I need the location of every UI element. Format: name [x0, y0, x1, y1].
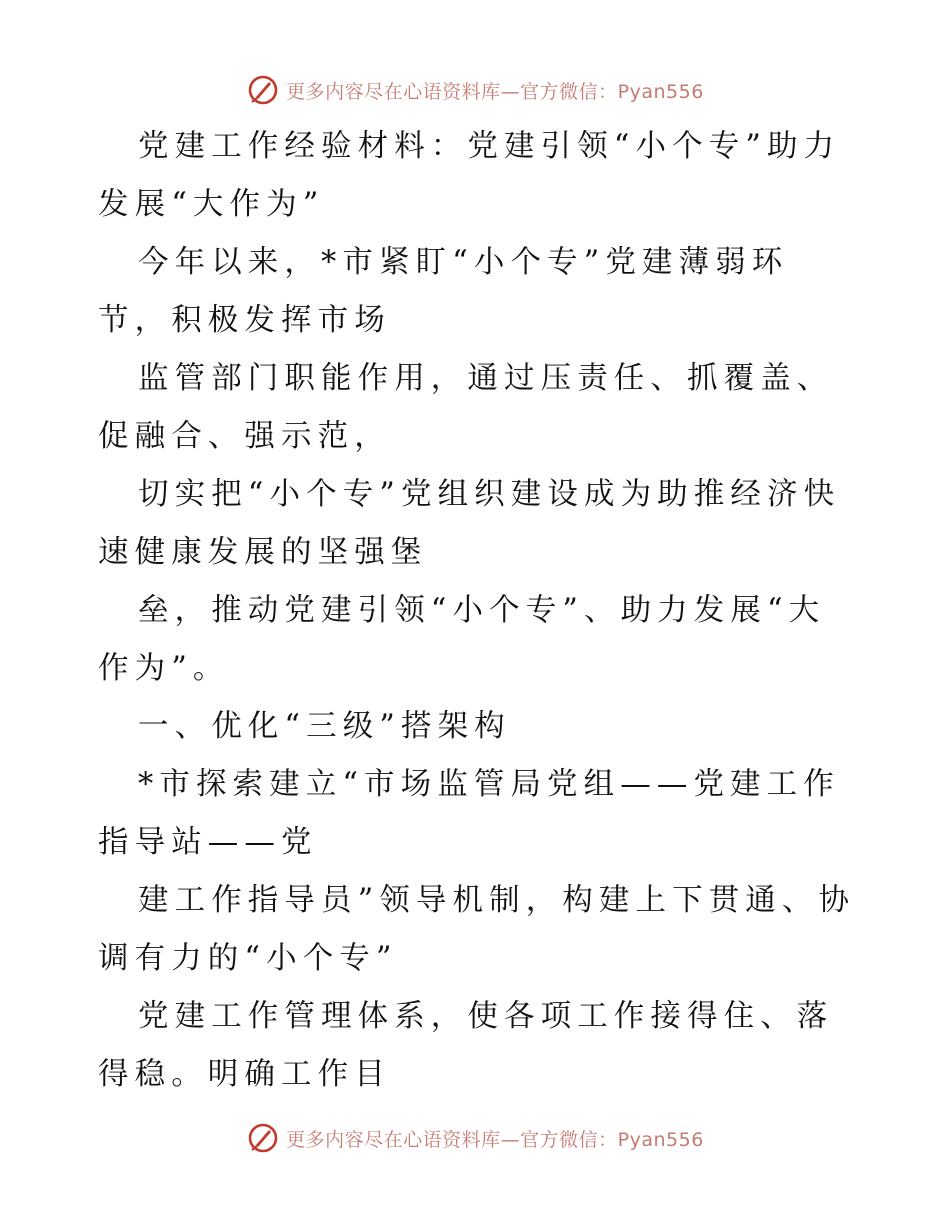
paragraph: *市探索建立“市场监管局党组——党建工作指导站——党 [98, 767, 840, 860]
watermark-text: 更多内容尽在心语资料库—官方微信：Pyan556 [286, 80, 704, 103]
paragraph: 今年以来，*市紧盯“小个专”党建薄弱环节，积极发挥市场 [98, 245, 789, 338]
paragraph: 垒，推动党建引领“小个专”、助力发展“大作为”。 [98, 593, 826, 686]
document-title: 党建工作经验材料：党建引领“小个专”助力发展“大作为” [98, 129, 841, 222]
paragraph: 监管部门职能作用，通过压责任、抓覆盖、促融合、强示范， [98, 361, 834, 454]
watermark-text: 更多内容尽在心语资料库—官方微信：Pyan556 [286, 1128, 704, 1151]
quill-logo-icon [246, 73, 280, 107]
paragraph: 建工作指导员”领导机制，构建上下贯通、协调有力的“小个专” [98, 883, 856, 976]
watermark-footer [0, 1118, 950, 1158]
watermark-header [0, 70, 950, 110]
quill-logo-icon [246, 1121, 280, 1155]
section-heading: 一、优化“三级”搭架构 [138, 709, 511, 744]
document-body [98, 118, 858, 1104]
paragraph: 党建工作管理体系，使各项工作接得住、落得稳。明确工作目 [98, 999, 834, 1092]
paragraph: 切实把“小个专”党组织建设成为助推经济快速健康发展的坚强堡 [98, 477, 841, 570]
